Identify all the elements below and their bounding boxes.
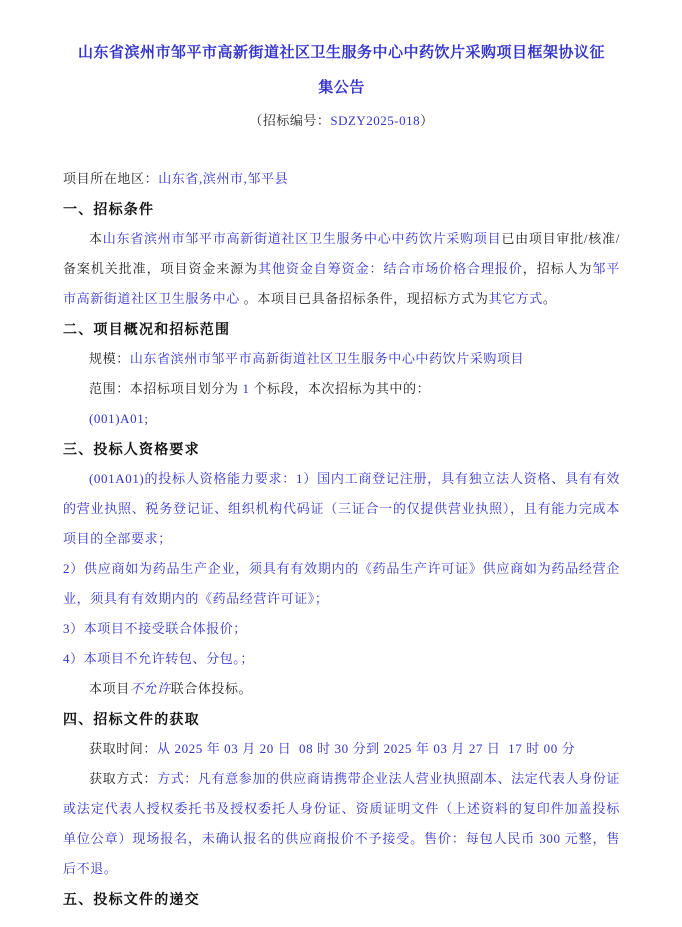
scale-value: 山东省滨州市邹平市高新街道社区卫生服务中心中药饮片采购项目	[129, 351, 525, 366]
section-heading-bid-submission: 五、投标文件的递交	[63, 891, 200, 907]
text-segment: 范围：本招标项目划分为	[89, 381, 243, 396]
tenderee-name-value: 邹平市高新街道社区卫生服务中心	[63, 261, 620, 306]
not-allowed-emphasis: 不允许	[129, 681, 171, 696]
tender-number-label: （招标编号：	[249, 113, 331, 128]
text-segment: 已由项目审批/核准/备案机关批准，项目资金来源为	[63, 231, 620, 276]
section-heading-project-overview: 二、项目概况和招标范围	[63, 321, 231, 337]
text-segment: 。本项目已具备招标条件，现招标方式为	[239, 291, 489, 306]
project-location-line	[63, 164, 620, 194]
tender-number-close: ）	[420, 113, 434, 128]
lot-line	[63, 404, 620, 434]
tender-number-value: SDZY2025-018	[330, 113, 421, 128]
tender-number-line	[63, 106, 620, 136]
section-heading-bidder-qualifications: 三、投标人资格要求	[63, 441, 200, 457]
section-heading-document-acquisition: 四、招标文件的获取	[63, 711, 200, 727]
text-segment: 本项目	[89, 681, 130, 696]
project-location-label: 项目所在地区：	[63, 171, 159, 186]
text-segment: 个标段，本次招标为其中的：	[249, 381, 431, 396]
qualification-requirement-3: 3）本项目不接受联合体报价；	[63, 621, 247, 636]
lot-count-value: 1	[242, 381, 250, 396]
scope-line	[63, 374, 620, 404]
page-title-line2: 集公告	[318, 80, 365, 96]
scale-label: 规模：	[89, 351, 130, 366]
acquisition-method-paragraph	[63, 764, 620, 884]
section-heading-bid-conditions: 一、招标条件	[63, 201, 155, 217]
bid-method-value: 其它方式	[488, 291, 543, 306]
project-name-link: 山东省滨州市邹平市高新街道社区卫生服务中心中药饮片采购项目	[102, 231, 502, 246]
text-segment: 联合体投标。	[170, 681, 253, 696]
scale-line	[63, 344, 620, 374]
acquisition-time-value: 从 2025 年 03 月 20 日 08 时 30 分到 2025 年 03 月 27 日 17 时 00 分	[157, 741, 576, 756]
acquisition-time-label: 获取时间：	[89, 741, 158, 756]
acquisition-method-value: 方式：凡有意参加的供应商请携带企业法人营业执照副本、法定代表人身份证或法定代表人授权委托书及授权委托人身份证、资质证明文件（上述资料的复印件加盖投标单位公章）现场报名，未确认报名的供应商报价不予接受。售价：每包人民币 300 元整，售后不退。	[63, 771, 620, 876]
page-title-line1: 山东省滨州市邹平市高新街道社区卫生服务中心中药饮片采购项目框架协议征	[77, 45, 605, 61]
text-segment: 。	[542, 291, 557, 306]
acquisition-method-label: 获取方式：	[89, 771, 158, 786]
bid-conditions-paragraph	[63, 224, 620, 314]
qualification-requirement-1: (001A01)的投标人资格能力要求：1）国内工商登记注册，具有独立法人资格、具有有效的营业执照、税务登记证、组织机构代码证（三证合一的仅提供营业执照），且有能力完成本项目的全部要求；	[63, 471, 620, 546]
acquisition-time-line	[63, 734, 620, 764]
lot-id-value: (001)A01;	[89, 411, 149, 426]
document-body	[63, 164, 620, 914]
funding-source-value: 其他资金自筹资金：结合市场价格合理报价	[258, 261, 523, 276]
project-location-value: 山东省,滨州市,邹平县	[158, 171, 289, 186]
consortium-note-line	[63, 674, 620, 704]
text-segment: ，招标人为	[522, 261, 593, 276]
qualification-requirement-4: 4）本项目不允许转包、分包。；	[63, 651, 255, 666]
qualification-requirement-2: 2）供应商如为药品生产企业，须具有有效期内的《药品生产许可证》供应商如为药品经营企业，须具有有效期内的《药品经营许可证》；	[63, 561, 620, 606]
text-segment: 本	[89, 231, 103, 246]
